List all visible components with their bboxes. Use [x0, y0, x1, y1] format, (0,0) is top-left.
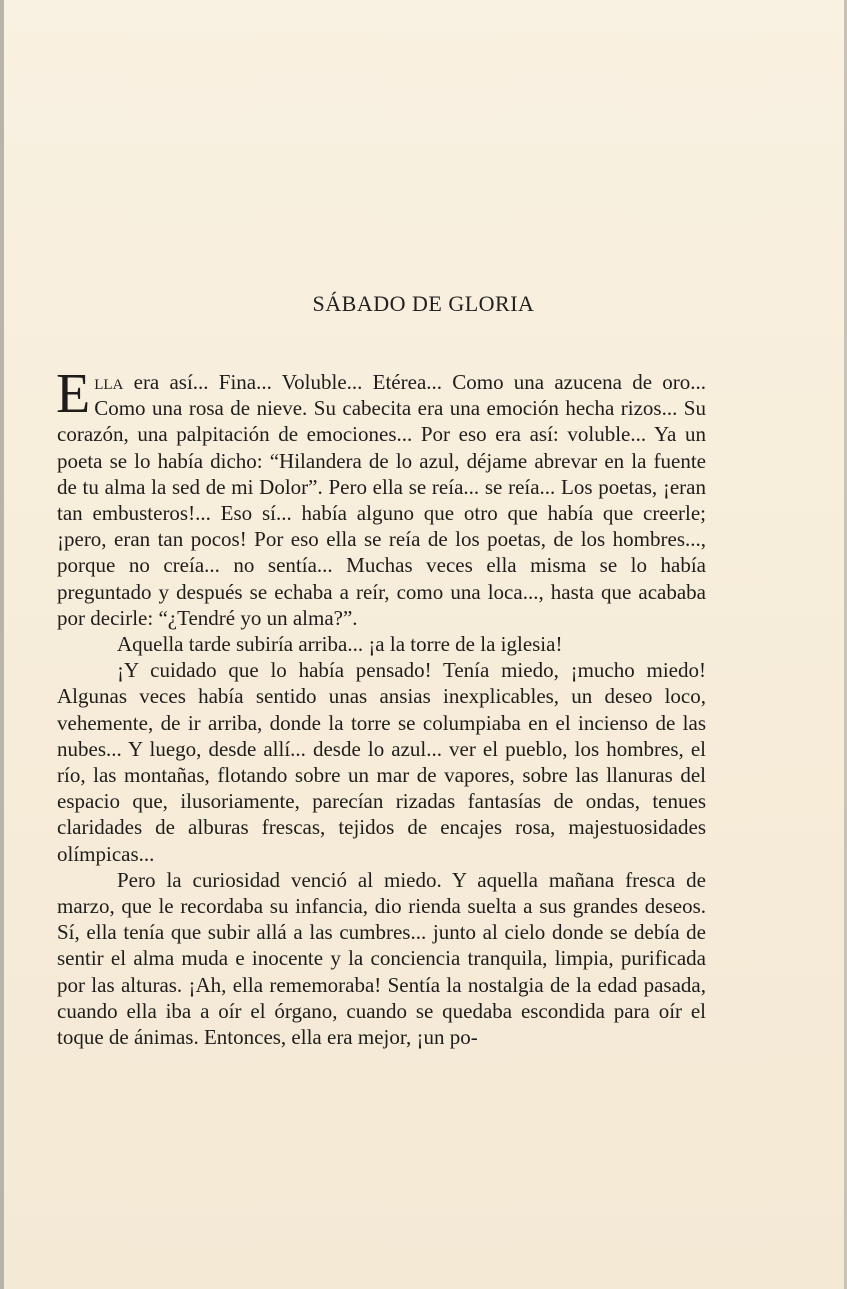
paragraph-1	[56, 363, 706, 631]
paragraph-1-text: era así... Fina... Voluble... Etérea... Como una azucena de oro... Como una rosa de nieve. Su cabecita era una emoción hecha rizos... Su corazón, una palpitación de emociones... Por eso era así: voluble... Ya un poeta se lo había dicho: “Hilandera de lo azul, déjame abrevar en la fuente de tu alma la sed de mi Dolor”. Pero ella se reía... se reía... Los poetas, ¡eran tan embusteros!... Eso sí... había alguno que otro que había que creerle; ¡pero, eran tan pocos! Por eso ella se reía de los poetas, de los hombres..., porque no creía... no sentía... Muchas veces ella misma se lo había preguntado y después se echaba a reír, como una loca..., hasta que acababa por decirle: “¿Tendré yo un alma?”.	[57, 370, 706, 630]
body-text	[56, 363, 706, 1050]
page-edge-left	[0, 0, 4, 1289]
lead-word: lla	[94, 370, 124, 394]
drop-cap: E	[56, 363, 91, 425]
paragraph-3: ¡Y cuidado que lo había pensado! Tenía miedo, ¡mucho miedo! Algunas veces había sentido unas ansias inexplicables, un deseo loco, vehemente, de ir arriba, donde la torre se columpiaba en el incienso de las nubes... Y luego, desde allí... desde lo azul... ver el pueblo, los hombres, el río, las montañas, flotando sobre un mar de vapores, sobre las llanuras del espacio que, ilusoriamente, parecían rizadas fantasías de ondas, tenues claridades de alburas frescas, tejidos de encajes rosa, majestuosidades olímpicas...	[57, 658, 706, 866]
paragraph-4: Pero la curiosidad venció al miedo. Y aquella mañana fresca de marzo, que le recordaba su infancia, dio rienda suelta a sus grandes deseos. Sí, ella tenía que subir allá a las cumbres... junto al cielo donde se debía de sentir el alma muda e inocente y la conciencia tranquila, limpia, purificada por las alturas. ¡Ah, ella rememoraba! Sentía la nostalgia de la edad pasada, cuando ella iba a oír el órgano, cuando se quedaba escondida para oír el toque de ánimas. Entonces, ella era mejor, ¡un po-	[57, 867, 706, 1050]
chapter-title: SÁBADO DE GLORIA	[312, 291, 535, 316]
paragraph-2: Aquella tarde subiría arriba... ¡a la torre de la iglesia!	[117, 632, 563, 657]
